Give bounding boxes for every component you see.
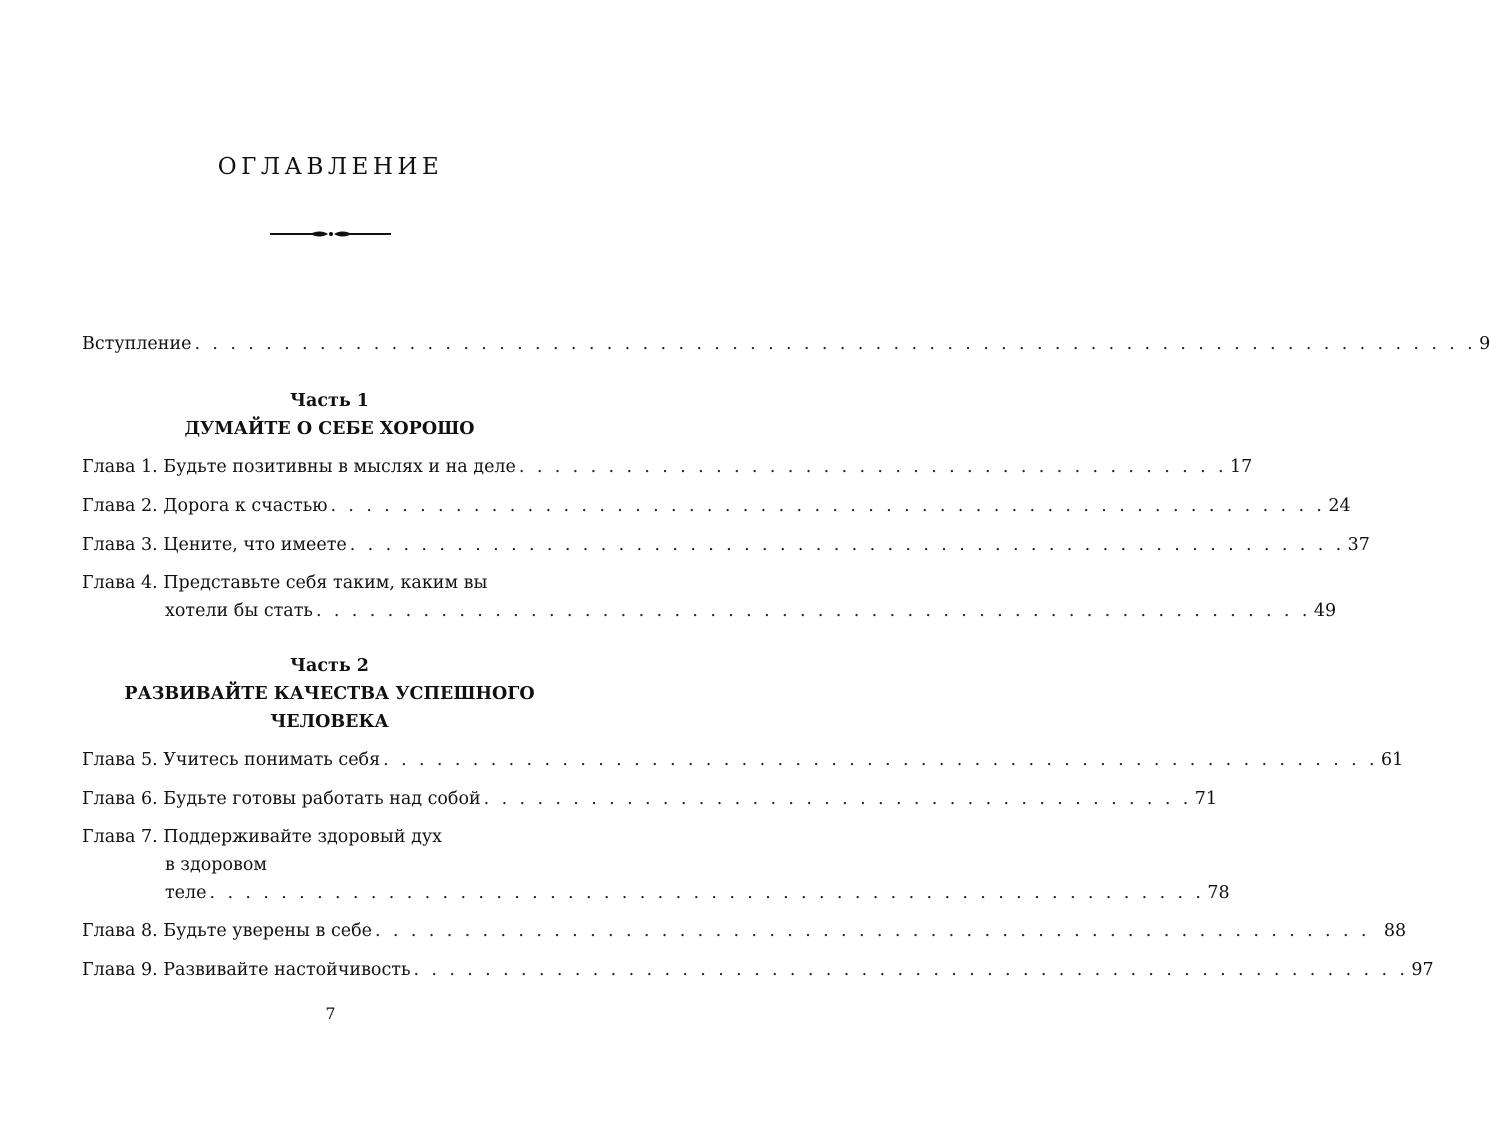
leader-dots: . . . . . . . . . . . . . . . . . . . . . . . . . . . . . . . . . . . . . . . . . . . . . . . . . . . . . . . .: [209, 883, 1205, 903]
toc-entry-chapter-3[interactable]: [82, 531, 1370, 559]
toc-entry-label: Вступление: [82, 334, 192, 354]
page-title: ОГЛАВЛЕНИЕ: [217, 154, 444, 180]
part-heading-2: [82, 652, 577, 736]
toc-entry-label-continued: хотели бы стать: [165, 601, 313, 621]
toc-entry-page: 78: [1207, 883, 1230, 903]
toc-entry-page: 61: [1381, 750, 1404, 770]
toc-entry-page: 88: [1383, 921, 1407, 941]
toc-entry-chapter-1[interactable]: [82, 453, 1253, 481]
toc-entry-page: 24: [1328, 496, 1351, 516]
toc-entry-label-continued: теле: [165, 883, 207, 903]
toc-entry-label: Глава 4. Представьте себя таким, каким вы: [82, 573, 488, 593]
leader-dots: . . . . . . . . . . . . . . . . . . . . . . . . . . . . . . . . . . . . . . . .: [483, 789, 1192, 809]
leader-dots: . . . . . . . . . . . . . . . . . . . . . . . . . . . . . . . . . . . . . . . . . . . . . . . . . . . . . . . .: [375, 921, 1370, 941]
part-title-line-1: РАЗВИВАЙТЕ КАЧЕСТВА УСПЕШНОГО: [124, 684, 535, 704]
leader-dots: . . . . . . . . . . . . . . . . . . . . . . . . . . . . . . . . . . . . . . . . . . . . . . . . . . . . . . . .: [330, 496, 1326, 516]
toc-entry-page: 71: [1194, 789, 1218, 809]
toc-entry-page: 9: [1479, 334, 1490, 354]
toc-entry-chapter-9[interactable]: [82, 956, 1434, 984]
toc-entry-chapter-6[interactable]: [82, 785, 1218, 813]
toc-entry-page: 17: [1229, 457, 1253, 477]
toc-entry-label: Глава 2. Дорога к счастью: [82, 496, 328, 516]
part-title-line-2: ЧЕЛОВЕКА: [270, 712, 389, 732]
toc-entry-chapter-2[interactable]: [82, 492, 1351, 520]
toc-entry-label: Глава 8. Будьте уверены в себе: [82, 921, 372, 941]
leader-dots: . . . . . . . . . . . . . . . . . . . . . . . . . . . . . . . . . . . . . . . . . . . . . . . . . . . . . . . .: [413, 960, 1409, 980]
leader-dots: . . . . . . . . . . . . . . . . . . . . . . . . . . . . . . . . . . . . . . . .: [518, 457, 1227, 477]
leader-dots: . . . . . . . . . . . . . . . . . . . . . . . . . . . . . . . . . . . . . . . . . . . . . . . . . . . . . . . .: [315, 601, 1311, 621]
toc-entry-chapter-4[interactable]: [82, 569, 1337, 625]
toc-entry-page: 49: [1313, 601, 1337, 621]
part-number: Часть 2: [290, 656, 369, 676]
toc-entry-label-continued: в здоровом: [165, 855, 268, 875]
toc-entry-label: Глава 3. Цените, что имеете: [82, 535, 347, 555]
toc-entry-chapter-5[interactable]: [82, 746, 1404, 774]
toc-entry-label: Глава 7. Поддерживайте здоровый дух: [82, 827, 443, 847]
leader-dots: . . . . . . . . . . . . . . . . . . . . . . . . . . . . . . . . . . . . . . . . . . . . . . . . . . . . . . . . . . . . . . . . . . . . . . . .: [194, 334, 1477, 354]
part-number: Часть 1: [290, 391, 369, 411]
page-number: 7: [325, 1004, 336, 1023]
leader-dots: . . . . . . . . . . . . . . . . . . . . . . . . . . . . . . . . . . . . . . . . . . . . . . . . . . . . . . . .: [383, 750, 1379, 770]
leader-dots: . . . . . . . . . . . . . . . . . . . . . . . . . . . . . . . . . . . . . . . . . . . . . . . . . . . . . . . .: [349, 535, 1345, 555]
toc-entry-page: 97: [1411, 960, 1434, 980]
part-heading-1: [82, 387, 577, 443]
toc-entry-intro[interactable]: [82, 330, 1490, 358]
part-title: ДУМАЙТЕ О СЕБЕ ХОРОШО: [184, 419, 475, 439]
toc-entry-label: Глава 6. Будьте готовы работать над собой: [82, 789, 481, 809]
toc-entry-label: Глава 1. Будьте позитивны в мыслях и на деле: [82, 457, 516, 477]
toc-entry-chapter-7[interactable]: [82, 823, 1230, 907]
toc-entry-label: Глава 9. Развивайте настойчивость: [82, 960, 411, 980]
toc-entry-label: Глава 5. Учитесь понимать себя: [82, 750, 381, 770]
toc-entry-chapter-8[interactable]: [82, 917, 1407, 945]
ornament-divider-icon: [270, 228, 392, 240]
toc-entry-page: 37: [1347, 535, 1370, 555]
